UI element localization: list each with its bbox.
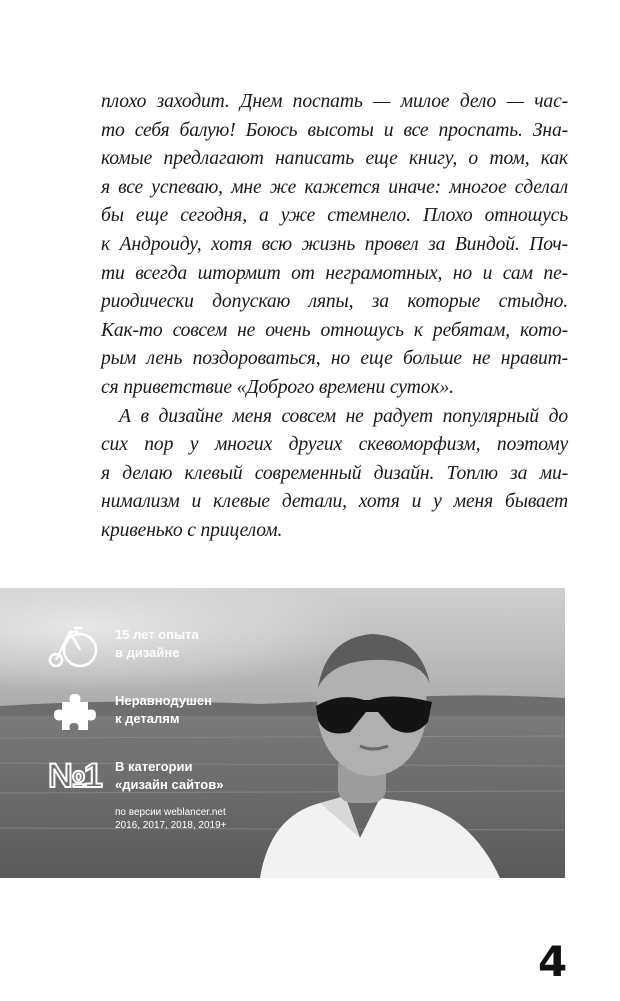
text-line: А в дизайне меня совсем не радует популярный до <box>119 405 568 427</box>
text-line: ся приветствие «Доброго времени суток». <box>101 376 454 398</box>
feature-label <box>115 758 255 794</box>
text-line: ти всегда штормит от неграмотных, но и сам пе- <box>101 262 568 284</box>
text-line: я делаю клевый современный дизайн. Топлю за ми- <box>101 462 568 484</box>
feature-line: «дизайн сайтов» <box>115 777 224 792</box>
feature-line: 15 лет опыта <box>115 627 199 642</box>
text-line: кривенько с прицелом. <box>101 519 283 541</box>
feature-label <box>115 692 255 728</box>
feature-line: В категории <box>115 759 193 774</box>
text-line: риодически допускаю ляпы, за которые стыдно. <box>101 291 568 313</box>
text-line: рым лень поздороваться, но еще больше не нравит- <box>101 348 568 370</box>
body-text <box>101 88 568 546</box>
feature-line: Неравнодушен <box>115 693 212 708</box>
number-one-badge-icon: №1 <box>48 757 101 795</box>
puzzle-piece-icon <box>48 690 100 734</box>
text-line: плохо заходит. Днем поспать — милое дело — час- <box>101 91 568 112</box>
text-line: нимализм и клевые детали, хотя и у меня бывает <box>101 491 568 513</box>
source-line: по версии weblancer.net <box>115 807 226 818</box>
feature-label <box>115 626 255 662</box>
text-line: бы еще сегодня, а уже стемнело. Плохо отношусь <box>101 205 568 227</box>
page-number: 4 <box>538 937 568 986</box>
text-line: к Андроиду, хотя всю жизнь провел за Виндой. Поч- <box>101 233 568 255</box>
text-line: то себя балую! Боюсь высоты и все проспать. Зна- <box>101 119 568 141</box>
text-line: комые предлагают написать еще книгу, о том, как <box>101 148 568 170</box>
text-line: сих пор у многих других скевоморфизм, поэтому <box>101 434 568 456</box>
penny-farthing-bicycle-icon <box>48 624 100 668</box>
ranking-source <box>115 806 285 832</box>
text-line: Как-то совсем не очень отношусь к ребятам, кото- <box>101 319 568 341</box>
source-line: 2016, 2017, 2018, 2019+ <box>115 820 227 831</box>
feature-line: к деталям <box>115 711 180 726</box>
text-line: я все успеваю, мне же кажется иначе: многое сделал <box>101 176 568 198</box>
feature-line: в дизайне <box>115 645 180 660</box>
